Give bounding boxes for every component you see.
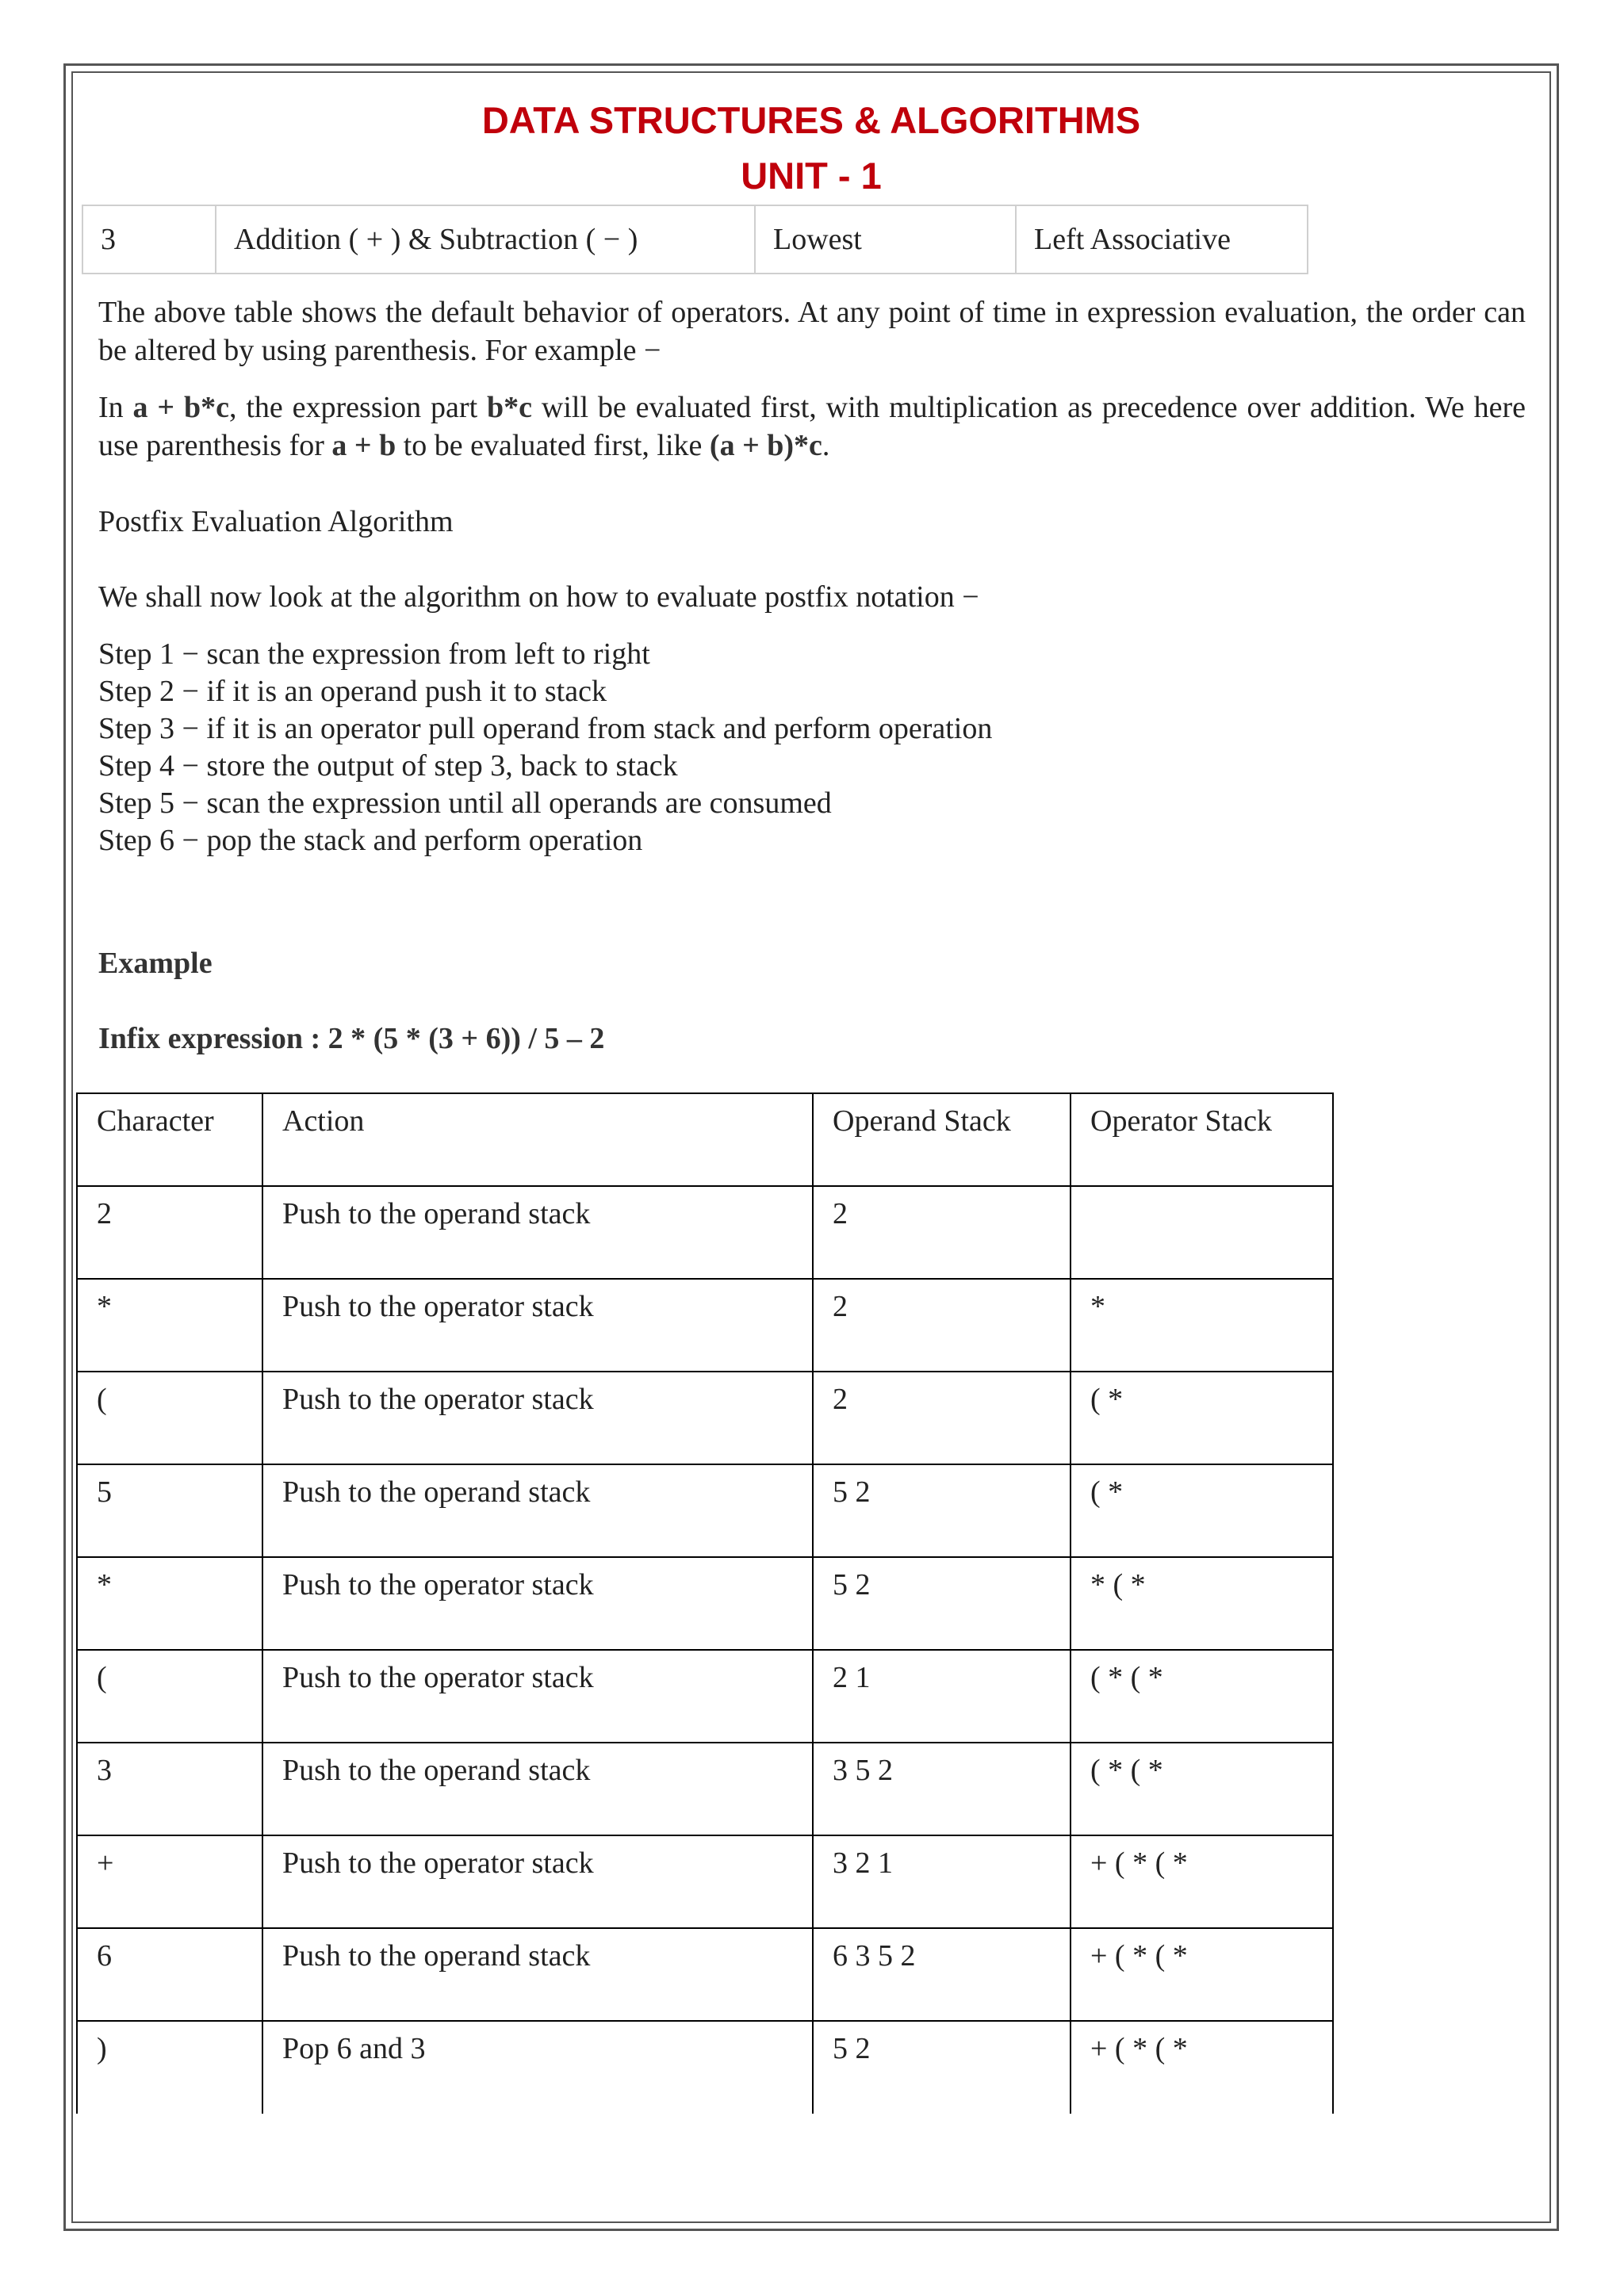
table-header-row bbox=[77, 1093, 1333, 1186]
precedence-table bbox=[82, 205, 1308, 274]
column-header: Action bbox=[262, 1093, 813, 1186]
text: , the expression part bbox=[228, 391, 488, 424]
associativity-cell: Left Associative bbox=[1016, 205, 1308, 274]
evaluation-table bbox=[76, 1093, 1334, 2114]
character-cell: 6 bbox=[77, 1928, 262, 2021]
character-cell: + bbox=[77, 1835, 262, 1928]
operand-stack-cell: 2 bbox=[813, 1279, 1071, 1372]
operator-stack-cell: ( * ( * bbox=[1071, 1650, 1333, 1743]
table-row bbox=[82, 205, 1308, 274]
operator-stack-cell bbox=[1071, 1186, 1333, 1279]
text: . bbox=[822, 429, 830, 462]
text: will be evaluated first, with multiplication as precedence over addition. We here use parenthesis for bbox=[98, 391, 1526, 462]
action-cell: Push to the operand stack bbox=[262, 1186, 813, 1279]
expr-bold: a + b*c bbox=[132, 391, 229, 424]
unit-title: UNIT - 1 bbox=[741, 155, 882, 197]
section-heading: Postfix Evaluation Algorithm bbox=[98, 505, 454, 538]
operator-stack-cell: ( * bbox=[1071, 1464, 1333, 1557]
expr-bold: b*c bbox=[487, 391, 533, 424]
text: to be evaluated first, like bbox=[396, 429, 710, 462]
table-row bbox=[77, 1464, 1333, 1557]
step-1: Step 1 − scan the expression from left to right bbox=[98, 637, 650, 671]
action-cell: Push to the operator stack bbox=[262, 1650, 813, 1743]
operand-stack-cell: 2 bbox=[813, 1186, 1071, 1279]
action-cell: Push to the operand stack bbox=[262, 1928, 813, 2021]
operator-stack-cell: * bbox=[1071, 1279, 1333, 1372]
table-row bbox=[77, 1835, 1333, 1928]
table-row bbox=[77, 1372, 1333, 1464]
step-3: Step 3 − if it is an operator pull operand from stack and perform operation bbox=[98, 712, 993, 745]
action-cell: Push to the operand stack bbox=[262, 1464, 813, 1557]
table-row bbox=[77, 1186, 1333, 1279]
example-label: Example bbox=[98, 947, 213, 980]
operand-stack-cell: 6 3 5 2 bbox=[813, 1928, 1071, 2021]
table-row bbox=[77, 1743, 1333, 1835]
operator-stack-cell: + ( * ( * bbox=[1071, 1835, 1333, 1928]
operator-stack-cell: ( * bbox=[1071, 1372, 1333, 1464]
action-cell: Pop 6 and 3 bbox=[262, 2021, 813, 2114]
expr-bold: (a + b)*c bbox=[709, 429, 822, 462]
character-cell: ( bbox=[77, 1372, 262, 1464]
operand-stack-cell: 5 2 bbox=[813, 1557, 1071, 1650]
precedence-cell: 3 bbox=[82, 205, 216, 274]
operator-stack-cell: * ( * bbox=[1071, 1557, 1333, 1650]
table-row bbox=[77, 2021, 1333, 2114]
operator-stack-cell: ( * ( * bbox=[1071, 1743, 1333, 1835]
operator-stack-cell: + ( * ( * bbox=[1071, 2021, 1333, 2114]
step-2: Step 2 − if it is an operand push it to stack bbox=[98, 675, 607, 708]
paragraph-default-behavior: The above table shows the default behavior of operators. At any point of time in expression evaluation, the order can be altered by using parenthesis. For example − bbox=[98, 296, 1526, 367]
action-cell: Push to the operator stack bbox=[262, 1372, 813, 1464]
action-cell: Push to the operator stack bbox=[262, 1835, 813, 1928]
text: In bbox=[98, 391, 133, 424]
operand-stack-cell: 2 bbox=[813, 1372, 1071, 1464]
column-header: Operand Stack bbox=[813, 1093, 1071, 1186]
character-cell: * bbox=[77, 1557, 262, 1650]
algorithm-intro: We shall now look at the algorithm on how to evaluate postfix notation − bbox=[98, 580, 979, 614]
column-header: Character bbox=[77, 1093, 262, 1186]
action-cell: Push to the operator stack bbox=[262, 1557, 813, 1650]
step-6: Step 6 − pop the stack and perform operation bbox=[98, 824, 643, 857]
operator-cell: Addition ( + ) & Subtraction ( − ) bbox=[216, 205, 755, 274]
character-cell: * bbox=[77, 1279, 262, 1372]
step-5: Step 5 − scan the expression until all operands are consumed bbox=[98, 786, 832, 820]
table-row bbox=[77, 1650, 1333, 1743]
operand-stack-cell: 3 5 2 bbox=[813, 1743, 1071, 1835]
action-cell: Push to the operator stack bbox=[262, 1279, 813, 1372]
operand-stack-cell: 5 2 bbox=[813, 1464, 1071, 1557]
table-row bbox=[77, 1557, 1333, 1650]
operand-stack-cell: 3 2 1 bbox=[813, 1835, 1071, 1928]
character-cell: 2 bbox=[77, 1186, 262, 1279]
infix-expression: Infix expression : 2 * (5 * (3 + 6)) / 5 – 2 bbox=[98, 1022, 605, 1055]
operand-stack-cell: 2 1 bbox=[813, 1650, 1071, 1743]
character-cell: 5 bbox=[77, 1464, 262, 1557]
table-row bbox=[77, 1279, 1333, 1372]
operator-stack-cell: + ( * ( * bbox=[1071, 1928, 1333, 2021]
priority-cell: Lowest bbox=[755, 205, 1016, 274]
document-title: DATA STRUCTURES & ALGORITHMS bbox=[481, 99, 1141, 141]
character-cell: 3 bbox=[77, 1743, 262, 1835]
action-cell: Push to the operand stack bbox=[262, 1743, 813, 1835]
expr-bold: a + b bbox=[331, 429, 396, 462]
operand-stack-cell: 5 2 bbox=[813, 2021, 1071, 2114]
table-row bbox=[77, 1928, 1333, 2021]
character-cell: ) bbox=[77, 2021, 262, 2114]
character-cell: ( bbox=[77, 1650, 262, 1743]
column-header: Operator Stack bbox=[1071, 1093, 1333, 1186]
paragraph-example bbox=[98, 388, 1526, 465]
step-4: Step 4 − store the output of step 3, back to stack bbox=[98, 749, 678, 783]
